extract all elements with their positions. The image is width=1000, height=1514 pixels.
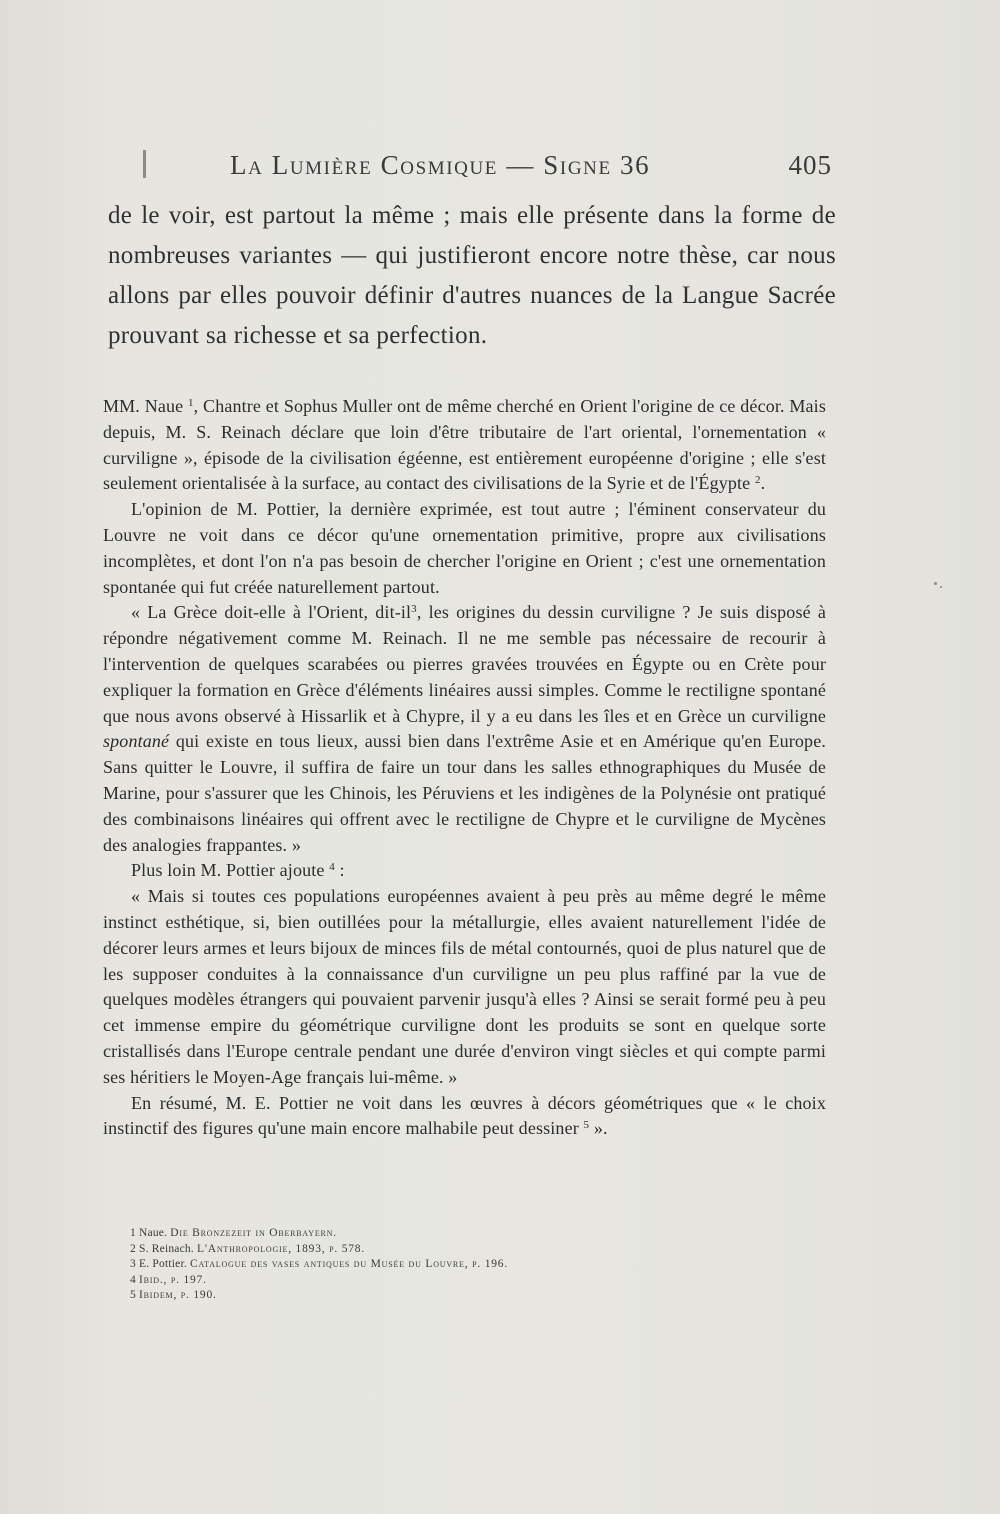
page-number: 405 — [788, 150, 832, 180]
paragraph — [103, 394, 826, 497]
footnote — [130, 1226, 750, 1242]
paragraph: L'opinion de M. Pottier, la dernière exprimée, est tout autre ; l'éminent conservateur du Louvre ne voit dans ce décor qu'une ornementation primitive, propre aux civilisations incomplètes, et dont l'on n'a pas besoin de chercher l'origine en Orient ; c'est une ornementation spontanée qui fut créée naturellement partout. — [103, 499, 826, 597]
footnote-number: 1 — [130, 1227, 136, 1239]
footnote-reference: Ibid., p. 197. — [139, 1273, 207, 1286]
footnote-reference: Catalogue des vases antiques du Musée du Louvre, p. 196. — [190, 1258, 509, 1270]
text-run: Plus loin M. Pottier ajoute — [131, 860, 330, 881]
paragraph — [103, 1091, 826, 1143]
main-text — [103, 394, 826, 1142]
footnote-number: 4 — [130, 1273, 136, 1286]
binding-mark — [143, 150, 146, 178]
text-run: MM. Naue — [103, 396, 188, 416]
footnote — [130, 1257, 750, 1273]
footnote-ref: 2 — [754, 474, 761, 487]
footnote-number: 3 — [130, 1258, 136, 1270]
paragraph — [103, 600, 826, 858]
intro-paragraph: de le voir, est partout la même ; mais elle présente dans la forme de nombreuses variantes — qui justifieront encore notre thèse, car nous allons par elles pouvoir définir d'autres nuances de la Langue Sacrée prouvant sa richesse et sa perfection. — [108, 202, 836, 349]
running-header — [230, 150, 832, 190]
footnote-author: E. Pottier. — [139, 1258, 187, 1270]
text-run: , les origines du dessin curviligne ? Je suis disposé à répondre négativement comme M. Reinach. Il ne me semble pas nécessaire de recourir à l'intervention de quelques scarabées ou pierres gravées trouvées en Égypte ou en Crète pour expliquer la formation en Grèce d'éléments linéaires aussi simples. Comme le rectiligne spontané que nous avons observé à Hissarlik et à Chypre, il y a eu dans les îles et en Grèce un curviligne — [103, 602, 826, 726]
text-run: « La Grèce doit-elle à l'Orient, dit-il — [131, 602, 412, 623]
footnote-ref: 5 — [583, 1119, 590, 1132]
footnote-number: 2 — [130, 1242, 136, 1255]
footnote-reference: Ibidem, p. 190. — [139, 1289, 217, 1301]
running-title: La Lumière Cosmique — Signe 36 — [230, 150, 651, 180]
footnote-reference: Die Bronzezeit in Oberbayern. — [170, 1227, 337, 1239]
scan-speck — [934, 582, 937, 585]
paragraph: « Mais si toutes ces populations européennes avaient à peu près au même degré le même instinct esthétique, si, bien outillées pour la métallurgie, elles avaient naturellement l'idée de décorer leurs armes et leurs bijoux de minces fils de métal contournés, quoi de plus naturel que de les supposer conduites à la connaissance d'un curviligne un peu plus raffiné par la vue de quelques modèles étrangers qui pouvaient parvenir jusqu'à elles ? Ainsi se serait formé peu à peu cet immense empire du géométrique curviligne dont les produits se sont en quelque sorte cristallisés dans l'Europe centrale pendant une durée d'environ vingt siècles et qui compte parmi ses héritiers le Moyen-Age français lui-même. » — [103, 886, 826, 1087]
text-run: : — [334, 860, 345, 881]
text-run: . — [760, 473, 766, 494]
text-run: qui existe en tous lieux, aussi bien dans l'extrême Asie et en Amérique qu'en Europe. Sans quitter le Louvre, il suffira de faire un tour dans les salles ethnographiques du Musée de Marine, pour s'assurer que les Chinois, les Péruviens et les indigènes de la Polynésie ont pratiqué des combinaisons linéaires qui offrent avec le rectiligne de Chypre et le curviligne de Mycènes des analogies frappantes. » — [103, 731, 826, 855]
footnote-ref: 1 — [188, 397, 194, 409]
footnote-reference: L'Anthropologie, 1893, p. 578. — [197, 1242, 366, 1255]
text-run: ». — [589, 1118, 608, 1139]
footnote-number: 5 — [130, 1289, 136, 1301]
text-run: , Chantre et Sophus Muller ont de même cherché en Orient l'origine de ce décor. Mais depuis, M. S. Reinach déclare que loin d'être tributaire de l'art oriental, l'ornementation « curviligne », épisode de la civilisation égéenne, est entièrement européenne d'origine ; elle s'est seulement orientalisée à la surface, au contact des civilisations de la Syrie et de l'Égypte — [103, 396, 826, 494]
paragraph — [103, 858, 826, 884]
footnote — [130, 1242, 750, 1258]
footnote-ref: 4 — [329, 861, 335, 874]
emphasis: spontané — [103, 731, 170, 752]
scan-speck — [940, 586, 942, 588]
footnote-ref: 3 — [411, 603, 417, 616]
footnote-author: Naue. — [139, 1227, 168, 1239]
footnote — [130, 1273, 750, 1289]
footnote — [130, 1288, 750, 1304]
text-run: En résumé, M. E. Pottier ne voit dans les œuvres à décors géométriques que « le choix instinctif des figures qu'une main encore malhabile peut dessiner — [103, 1092, 826, 1139]
footnotes — [130, 1226, 750, 1304]
footnote-author: S. Reinach. — [139, 1242, 194, 1255]
